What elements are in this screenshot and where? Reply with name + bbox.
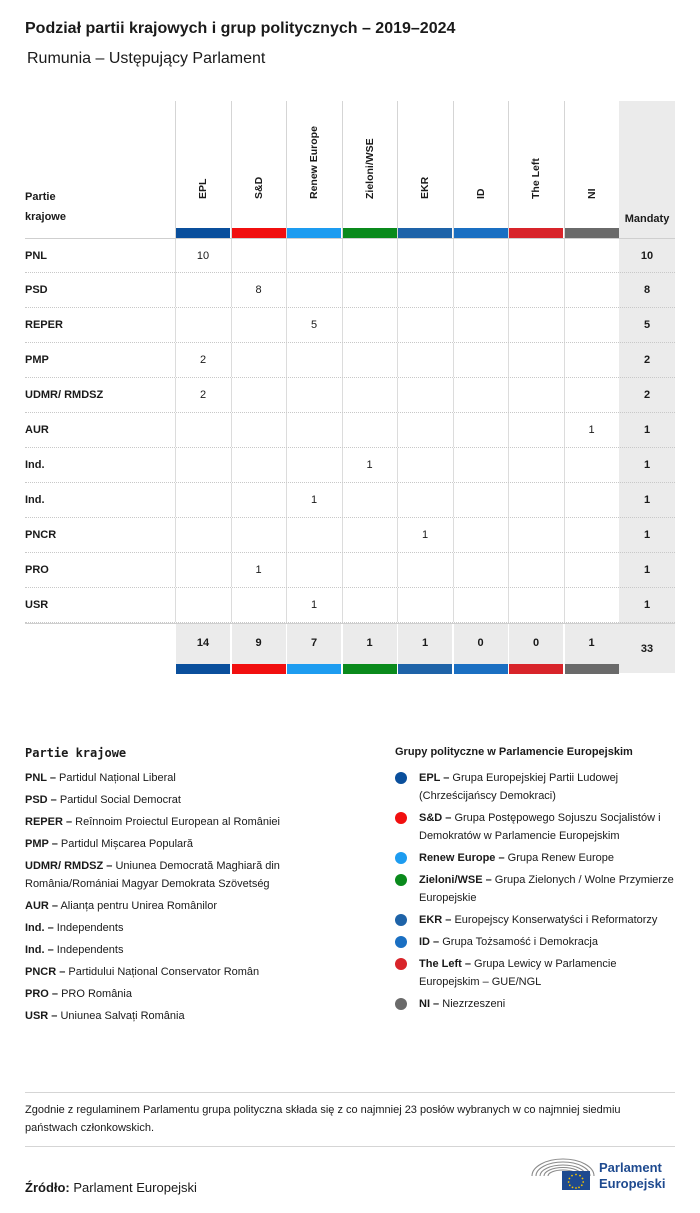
seat-cell — [453, 553, 508, 587]
seat-cell — [397, 273, 452, 307]
row-total: 8 — [643, 284, 651, 296]
group-total-cell — [508, 624, 563, 674]
table-row — [25, 378, 675, 413]
seat-cell — [342, 413, 397, 447]
seat-cell — [175, 308, 230, 342]
seat-cell — [175, 483, 230, 517]
seat-cell — [231, 239, 286, 273]
seat-cell: 8 — [231, 273, 286, 307]
seat-cell — [508, 378, 563, 412]
group-total-cell — [286, 624, 341, 674]
page-subtitle: Rumunia – Ustępujący Parlament — [27, 50, 266, 67]
party-name: PMP — [25, 354, 49, 366]
seat-cell — [342, 588, 397, 622]
party-name: Ind. — [25, 459, 45, 471]
group-column-header — [397, 101, 452, 238]
group-abbr: Zieloni/WSE – — [419, 874, 492, 886]
party-abbr: Ind. – — [25, 922, 54, 934]
party-name: PSD — [25, 284, 48, 296]
row-total: 1 — [643, 424, 651, 436]
seat-cell — [231, 308, 286, 342]
group-full-name: Grupa Europejskiej Partii Ludowej (Chrześcijańscy Demokraci) — [419, 772, 619, 802]
group-total-value: 0 — [532, 637, 540, 649]
party-full-name: Partidul Mișcarea Populară — [57, 838, 193, 850]
group-color-bar — [343, 228, 397, 238]
party-full-name: Partidului Național Conservator Român — [65, 966, 260, 978]
group-color-dot-icon — [395, 998, 407, 1010]
party-legend-item — [25, 769, 370, 787]
seat-cell — [453, 378, 508, 412]
group-column-header — [286, 101, 341, 238]
seat-cell — [175, 588, 230, 622]
seat-cell — [453, 239, 508, 273]
seat-cell — [508, 448, 563, 482]
seat-cell — [342, 378, 397, 412]
seat-cell — [231, 448, 286, 482]
seat-cell — [453, 413, 508, 447]
group-total-cell — [453, 624, 508, 674]
seat-cell — [286, 343, 341, 377]
group-total-cell — [342, 624, 397, 674]
party-abbr: AUR – — [25, 900, 59, 912]
page-title: Podział partii krajowych i grup politycznych – 2019–2024 — [25, 20, 456, 37]
row-total: 10 — [640, 250, 654, 262]
seat-cell — [508, 273, 563, 307]
seat-cell: 1 — [286, 588, 341, 622]
group-full-name: Grupa Postępowego Sojuszu Socjalistów i Demokratów w Parlamencie Europejskim — [419, 812, 661, 842]
seat-cell — [286, 518, 341, 552]
seat-cell — [342, 239, 397, 273]
mandates-header: Mandaty — [624, 213, 670, 225]
group-column-label: EPL — [197, 178, 209, 199]
group-full-name: Grupa Tożsamość i Demokracja — [439, 936, 598, 948]
seat-cell — [175, 413, 230, 447]
seat-cell — [342, 483, 397, 517]
party-legend-item — [25, 857, 370, 893]
group-total-value: 1 — [588, 637, 595, 649]
table-row — [25, 343, 675, 378]
group-column-label: NI — [585, 188, 598, 199]
group-column-label: ID — [474, 188, 487, 199]
seat-cell — [397, 448, 452, 482]
party-legend-item — [25, 897, 370, 915]
group-color-bar — [343, 664, 397, 674]
group-column-label: S&D — [252, 176, 265, 199]
party-legend-item — [25, 985, 370, 1003]
seat-cell — [397, 378, 452, 412]
seat-cell — [453, 448, 508, 482]
group-color-dot-icon — [395, 812, 407, 824]
table-row — [25, 483, 675, 518]
group-color-bar — [565, 664, 619, 674]
table-row — [25, 308, 675, 343]
row-total: 1 — [643, 459, 651, 471]
seat-cell — [397, 343, 452, 377]
seat-cell — [231, 343, 286, 377]
seat-cell — [286, 378, 341, 412]
group-color-bar — [398, 664, 452, 674]
seat-cell — [397, 308, 452, 342]
party-legend-item — [25, 919, 370, 937]
seat-cell — [508, 588, 563, 622]
party-abbr: PRO – — [25, 988, 59, 1000]
group-legend — [395, 746, 675, 1017]
group-color-bar — [398, 228, 452, 238]
seat-cell — [453, 343, 508, 377]
seat-cell — [453, 518, 508, 552]
row-total: 1 — [643, 529, 651, 541]
seat-cell — [453, 588, 508, 622]
group-color-bar — [509, 664, 563, 674]
party-name: USR — [25, 599, 49, 611]
party-name: Ind. — [25, 494, 45, 506]
group-legend-heading: Grupy polityczne w Parlamencie Europejskim — [395, 746, 633, 758]
party-full-name: Independents — [53, 922, 124, 934]
group-legend-item — [395, 955, 675, 991]
row-total: 1 — [643, 564, 651, 576]
seat-cell — [564, 588, 619, 622]
seat-cell — [231, 588, 286, 622]
group-total-value: 9 — [255, 637, 262, 649]
group-color-bar — [509, 228, 563, 238]
source-line — [25, 1180, 197, 1195]
group-total-value: 14 — [196, 637, 210, 649]
source-label: Źródło: — [25, 1180, 70, 1195]
seat-cell — [564, 378, 619, 412]
party-legend — [25, 746, 370, 1029]
seat-cell — [286, 239, 341, 273]
seat-cell — [564, 483, 619, 517]
seat-cell — [175, 448, 230, 482]
seat-cell: 5 — [286, 308, 341, 342]
party-abbr: PMP – — [25, 838, 58, 850]
seat-cell — [175, 518, 230, 552]
party-legend-item — [25, 963, 370, 981]
group-color-dot-icon — [395, 852, 407, 864]
party-full-name: Independents — [53, 944, 124, 956]
group-abbr: NI – — [419, 998, 440, 1010]
group-color-bar — [565, 228, 619, 238]
group-column-header — [342, 101, 397, 238]
row-total: 1 — [643, 494, 651, 506]
group-total-cell — [397, 624, 452, 674]
row-total: 2 — [643, 354, 651, 366]
group-column-label: Zieloni/WSE — [363, 138, 376, 199]
party-full-name: Partidul Social Democrat — [56, 794, 181, 806]
group-column-header — [508, 101, 563, 238]
party-full-name: Alianța pentru Unirea Românilor — [58, 900, 217, 912]
table-row — [25, 273, 675, 308]
party-full-name: PRO România — [58, 988, 132, 1000]
group-color-bar — [176, 664, 230, 674]
party-abbr: UDMR/ RMDSZ – — [25, 860, 113, 872]
group-total-cell — [175, 624, 230, 674]
seat-cell: 2 — [175, 343, 230, 377]
party-legend-item — [25, 941, 370, 959]
party-abbr: PSD – — [25, 794, 57, 806]
party-abbr: USR – — [25, 1010, 58, 1022]
seat-cell — [564, 239, 619, 273]
group-legend-item — [395, 809, 675, 845]
seat-cell: 1 — [286, 483, 341, 517]
seat-cell: 1 — [564, 413, 619, 447]
seat-cell: 2 — [175, 378, 230, 412]
grand-total: 33 — [640, 643, 654, 655]
group-abbr: ID – — [419, 936, 440, 948]
group-legend-item — [395, 995, 675, 1013]
seat-cell — [453, 308, 508, 342]
party-full-name: Uniunea Democrată Maghiară din România/Romániai Magyar Demokrata Szövetség — [25, 860, 280, 890]
seat-cell — [342, 273, 397, 307]
seat-cell — [564, 553, 619, 587]
row-header-label: Partie krajowe — [25, 191, 66, 223]
seat-cell — [508, 518, 563, 552]
group-abbr: EKR – — [419, 914, 452, 926]
group-abbr: EPL – — [419, 772, 450, 784]
seat-cell: 10 — [175, 239, 230, 273]
seat-cell — [231, 518, 286, 552]
party-abbr: REPER – — [25, 816, 73, 828]
seat-cell: 1 — [231, 553, 286, 587]
seat-cell — [453, 483, 508, 517]
seat-cell: 1 — [397, 518, 452, 552]
row-total: 2 — [643, 389, 651, 401]
group-total-cell — [231, 624, 286, 674]
seat-cell — [342, 553, 397, 587]
group-full-name: Grupa Lewicy w Parlamencie Europejskim – GUE/NGL — [419, 958, 617, 988]
party-name: PNL — [25, 250, 47, 262]
group-column-label: The Left — [530, 158, 542, 199]
seat-cell — [397, 239, 452, 273]
seat-cell — [342, 518, 397, 552]
group-total-value: 0 — [477, 637, 484, 649]
group-full-name: Niezrzeszeni — [439, 998, 506, 1010]
group-legend-item — [395, 933, 675, 951]
logo-wordmark: Parlament Europejski — [599, 1160, 666, 1191]
seat-cell — [175, 273, 230, 307]
seat-cell — [508, 308, 563, 342]
seat-cell — [286, 553, 341, 587]
party-name: REPER — [25, 319, 63, 331]
group-total-value: 1 — [366, 637, 373, 649]
table-row — [25, 588, 675, 623]
group-column-header — [453, 101, 508, 238]
table-body — [25, 238, 675, 623]
seat-cell — [508, 413, 563, 447]
party-abbr: Ind. – — [25, 944, 54, 956]
totals-row — [25, 623, 675, 673]
group-total-value: 7 — [310, 637, 318, 649]
seat-cell — [231, 483, 286, 517]
seat-cell — [564, 273, 619, 307]
group-color-dot-icon — [395, 914, 407, 926]
group-column-header — [175, 101, 230, 238]
table-row — [25, 553, 675, 588]
row-total: 5 — [643, 319, 651, 331]
group-abbr: Renew Europe – — [419, 852, 505, 864]
party-abbr: PNCR – — [25, 966, 66, 978]
seat-cell: 1 — [342, 448, 397, 482]
table-row — [25, 448, 675, 483]
party-name: AUR — [25, 424, 49, 436]
group-column-label: Renew Europe — [308, 126, 320, 199]
group-color-bar — [232, 228, 286, 238]
seat-cell — [342, 343, 397, 377]
seat-cell — [508, 483, 563, 517]
party-legend-item — [25, 1007, 370, 1025]
group-full-name: Grupa Renew Europe — [504, 852, 615, 864]
seat-cell — [508, 343, 563, 377]
table-header — [25, 101, 675, 238]
seat-cell — [564, 518, 619, 552]
group-abbr: S&D – — [419, 812, 452, 824]
group-column-label: EKR — [419, 176, 431, 199]
group-color-bar — [287, 664, 341, 674]
seat-cell — [286, 448, 341, 482]
seat-cell — [564, 308, 619, 342]
seat-cell — [508, 553, 563, 587]
table-row — [25, 518, 675, 553]
group-full-name: Europejscy Konserwatyści i Reformatorzy — [451, 914, 658, 926]
group-color-dot-icon — [395, 958, 407, 970]
group-column-header — [564, 101, 619, 238]
party-name: PNCR — [25, 529, 57, 541]
party-legend-heading: Partie krajowe — [25, 746, 127, 760]
seat-cell — [397, 483, 452, 517]
group-color-dot-icon — [395, 874, 407, 886]
group-total-cell — [564, 624, 619, 674]
party-legend-item — [25, 791, 370, 809]
group-color-bar — [232, 664, 286, 674]
seat-cell — [453, 273, 508, 307]
group-color-bar — [454, 664, 508, 674]
group-color-dot-icon — [395, 936, 407, 948]
party-legend-item — [25, 813, 370, 831]
seat-cell — [286, 413, 341, 447]
group-legend-item — [395, 871, 675, 907]
source-value: Parlament Europejski — [73, 1180, 197, 1195]
group-legend-item — [395, 769, 675, 805]
seat-cell — [397, 413, 452, 447]
group-column-header — [231, 101, 286, 238]
seat-cell — [286, 273, 341, 307]
seat-cell — [564, 448, 619, 482]
group-abbr: The Left – — [419, 958, 471, 970]
seat-cell — [397, 588, 452, 622]
party-full-name: Uniunea Salvați România — [57, 1010, 185, 1022]
seat-cell — [508, 239, 563, 273]
party-full-name: Reînnoim Proiectul European al României — [72, 816, 280, 828]
group-total-value: 1 — [421, 637, 429, 649]
group-color-bar — [454, 228, 508, 238]
party-name: UDMR/ RMDSZ — [25, 389, 104, 401]
seat-cell — [564, 343, 619, 377]
group-color-dot-icon — [395, 772, 407, 784]
rules-note: Zgodnie z regulaminem Parlamentu grupa polityczna składa się z co najmniej 23 posłów wybranych w co najmniej siedmiu państwach członkowskich. — [25, 1092, 675, 1147]
group-color-bar — [287, 228, 341, 238]
party-name: PRO — [25, 564, 49, 576]
group-legend-item — [395, 911, 675, 929]
group-full-name: Grupa Zielonych / Wolne Przymierze Europejskie — [419, 874, 674, 904]
group-legend-item — [395, 849, 675, 867]
table-row — [25, 238, 675, 273]
seat-cell — [231, 413, 286, 447]
party-abbr: PNL – — [25, 772, 56, 784]
party-legend-item — [25, 835, 370, 853]
seat-cell — [397, 553, 452, 587]
party-full-name: Partidul Național Liberal — [55, 772, 176, 784]
seat-cell — [175, 553, 230, 587]
row-total: 1 — [643, 599, 651, 611]
group-color-bar — [176, 228, 230, 238]
table-row — [25, 413, 675, 448]
seat-cell — [342, 308, 397, 342]
seat-cell — [231, 378, 286, 412]
